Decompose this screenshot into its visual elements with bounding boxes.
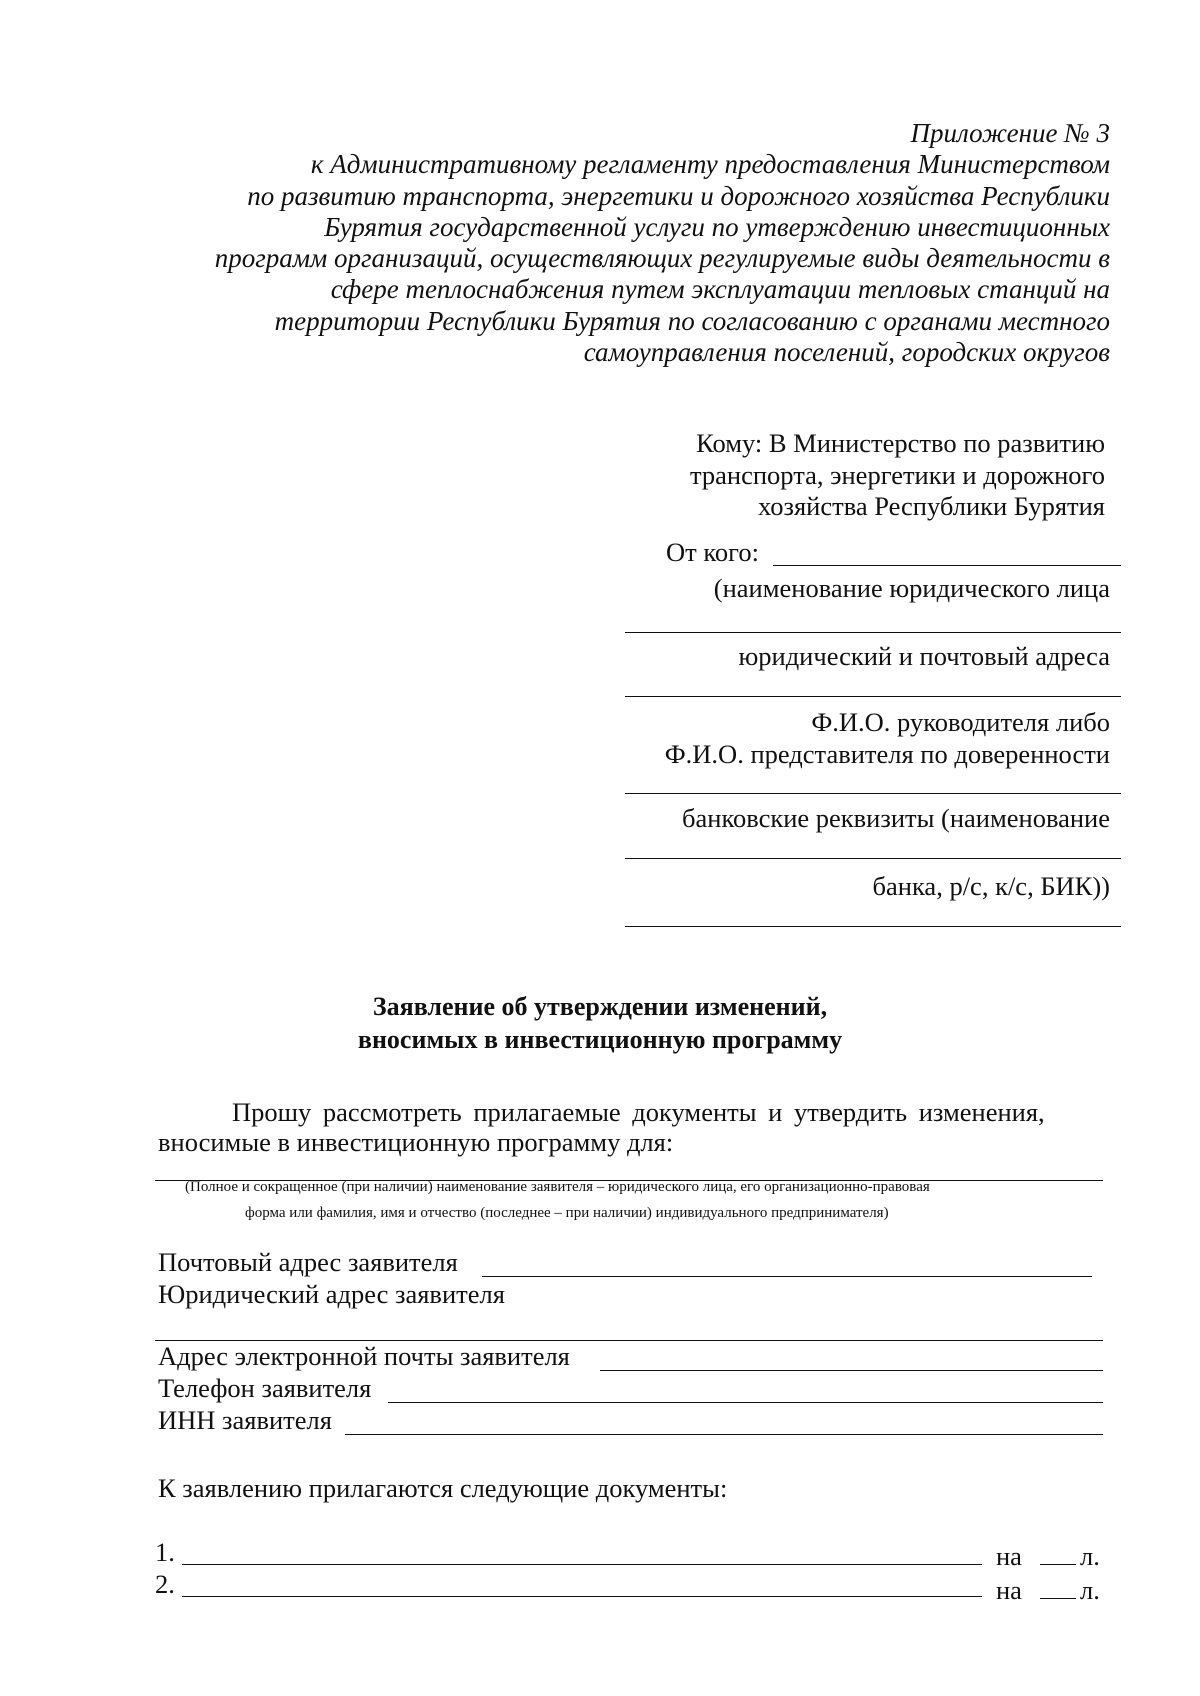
appendix-line: к Административному регламенту предоставления Министерством (310, 149, 1110, 180)
inn-label: ИНН заявителя (158, 1405, 332, 1435)
appendix-line: сфере теплоснабжения путем эксплуатации тепловых станций на (330, 274, 1110, 305)
request-line-2: вносимые в инвестиционную программу для: (158, 1127, 674, 1157)
attachment-2-field[interactable] (182, 1596, 982, 1597)
from-field-line-6[interactable] (625, 926, 1121, 927)
appendix-line: программ организаций, осуществляющих регулируемые виды деятельности в (214, 243, 1110, 274)
from-field[interactable] (773, 565, 1121, 566)
appendix-line: по развитию транспорта, энергетики и дорожного хозяйства Республики (247, 180, 1110, 211)
statement-title (0, 990, 1200, 1056)
attachment-1-pages-field[interactable] (1040, 1564, 1076, 1565)
hint-legal-entity-name: (наименование юридического лица (713, 573, 1110, 603)
attachment-l: л. (1080, 1541, 1100, 1571)
hint-addresses: юридический и почтовый адреса (738, 641, 1110, 671)
addressee-line: транспорта, энергетики и дорожного (690, 459, 1105, 490)
from-field-line-5[interactable] (625, 858, 1121, 859)
addressee-line: Кому: В Министерство по развитию (696, 428, 1105, 458)
attachment-1-field[interactable] (182, 1564, 982, 1565)
email-field[interactable] (600, 1370, 1103, 1371)
from-field-line-3[interactable] (625, 696, 1121, 697)
from-field-line-2[interactable] (625, 632, 1121, 633)
appendix-line: территории Республики Бурятия по согласованию с органами местного (274, 305, 1110, 336)
attachment-na: на (996, 1575, 1022, 1605)
hint-bank-details: банковские реквизиты (наименование (682, 803, 1110, 833)
from-label: От кого: (666, 537, 759, 567)
email-label: Адрес электронной почты заявителя (158, 1341, 570, 1371)
appendix-header (150, 118, 1110, 368)
attachment-number: 1. (155, 1537, 175, 1567)
appendix-line: Бурятия государственной услуги по утверждению инвестиционных (324, 211, 1110, 242)
title-line: вносимых в инвестиционную программу (357, 1025, 843, 1054)
title-line: Заявление об утверждении изменений, (372, 992, 828, 1021)
postal-address-label: Почтовый адрес заявителя (158, 1247, 458, 1277)
postal-address-field[interactable] (482, 1276, 1092, 1277)
appendix-line: самоуправления поселений, городских округов (583, 337, 1110, 368)
attachment-2-pages-field[interactable] (1040, 1598, 1076, 1599)
from-field-line-4[interactable] (625, 793, 1121, 794)
addressee-line: хозяйства Республики Бурятия (758, 491, 1105, 521)
hint-director: Ф.И.О. руководителя либо (811, 707, 1110, 737)
request-line-1: Прошу рассмотреть прилагаемые документы и утвердить изменения, (232, 1097, 1045, 1127)
phone-field[interactable] (388, 1402, 1103, 1403)
phone-label: Телефон заявителя (158, 1373, 372, 1403)
hint-bank-accounts: банка, р/с, к/с, БИК)) (872, 871, 1110, 901)
attachment-na: на (996, 1541, 1022, 1571)
applicant-hint-line-2: форма или фамилия, имя и отчество (последнее – при наличии) индивидуального предпринимателя) (245, 1205, 889, 1221)
attachments-intro: К заявлению прилагаются следующие документы: (158, 1473, 728, 1503)
attachment-l: л. (1080, 1575, 1100, 1605)
legal-address-label: Юридический адрес заявителя (158, 1279, 505, 1309)
hint-representative: Ф.И.О. представителя по доверенности (664, 739, 1110, 769)
applicant-hint-line-1: (Полное и сокращенное (при наличии) наименование заявителя – юридического лица, его организационно-правовая (185, 1179, 930, 1195)
appendix-line: Приложение № 3 (910, 118, 1110, 148)
addressee-block (560, 428, 1105, 523)
inn-field[interactable] (345, 1434, 1103, 1435)
attachment-number: 2. (155, 1569, 175, 1599)
